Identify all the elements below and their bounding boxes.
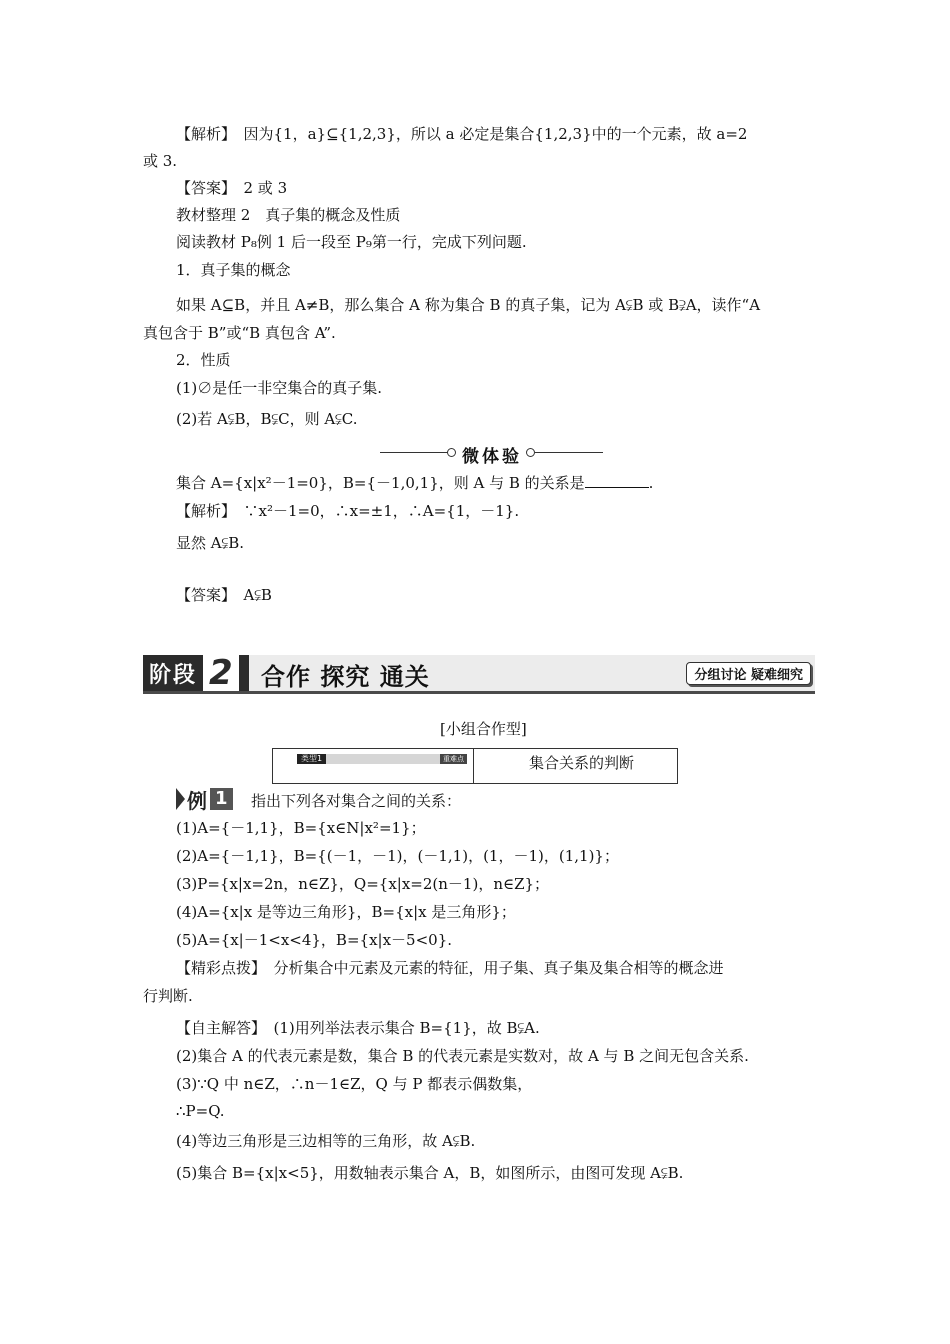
stage-label: 阶段 [149,662,198,688]
text-line [440,719,527,739]
example-badge [176,788,233,813]
text-line-content: 2．性质 [176,351,231,369]
text-line [176,958,724,978]
type-difficulty: 重难点 [440,754,467,764]
text-line-content: 【自主解答】 (1)用列举法表示集合 B={1}，故 B⫋A. [176,1019,540,1037]
text-line-content: 或 3. [143,152,178,170]
text-line [176,1163,683,1183]
text-line-content: 集合 A={x|x²－1=0}，B={－1,0,1}，则 A 与 B 的关系是 [176,474,585,492]
text-line [176,378,382,398]
text-line-content: 【解析】 因为{1，a}⊆{1,2,3}，所以 a 必定是集合{1,2,3}中的一个元素，故 a=2 [176,125,748,143]
type-tag: 类型1 [297,754,326,764]
answer-blank [585,473,649,488]
stage-badge [143,655,249,691]
text-line [176,930,452,950]
text-line-content: 1．真子集的概念 [176,261,291,279]
text-line-content: 【精彩点拨】 分析集合中元素及元素的特征，用子集、真子集及集合相等的概念进 [176,959,724,977]
type-title: 集合关系的判断 [529,754,635,772]
text-line-content: 【解析】 ∵x²－1=0，∴x=±1，∴A={1，－1}. [176,502,520,520]
text-line-content: [小组合作型] [440,720,527,738]
type-box-left [297,754,467,764]
stage-title: 合作 探究 通关 [261,663,430,691]
type-box [272,748,678,784]
text-line [176,1131,475,1151]
text-line [143,323,336,343]
text-line-content: (5)集合 B={x|x<5}，用数轴表示集合 A，B，如图所示，由图可发现 A⫋B. [176,1164,684,1182]
text-line [176,902,516,922]
deco-rule-left [380,452,448,453]
type-box-divider [473,749,474,783]
text-line [176,846,619,866]
example-word: 例 [187,788,207,813]
deco-dot-right [526,448,535,457]
text-line-content: ∴P=Q. [176,1102,225,1120]
period: . [648,474,654,492]
text-line [176,874,549,894]
stage-tag: 分组讨论 疑难细究 [686,662,811,685]
text-line [176,1101,225,1121]
text-line-content: (1)A={－1,1}，B={x∈N|x²=1}； [176,819,426,837]
text-line-content: 阅读教材 P₈例 1 后一段至 P₉第一行，完成下列问题. [176,233,527,251]
text-line-content: (2)A={－1,1}，B={(－1，－1)，(－1,1)，(1，－1)，(1,1)}； [176,847,619,865]
text-line [176,1074,532,1094]
text-line [176,473,653,493]
text-line-content: (4)等边三角形是三边相等的三角形，故 A⫋B. [176,1132,476,1150]
text-line-content: 显然 A⫋B. [176,534,244,552]
text-line-content: (5)A={x|－1<x<4}，B={x|x－5<0}. [176,931,453,949]
text-line [176,232,527,252]
text-line [143,986,193,1006]
text-line [251,791,461,811]
text-line [176,818,426,838]
stage-number: 2 [203,655,239,691]
text-line [176,1018,540,1038]
deco-dot-left [447,448,456,457]
text-line-content: (4)A={x|x 是等边三角形}，B={x|x 是三角形}； [176,903,516,921]
text-line [176,501,519,521]
text-line [176,205,400,225]
text-line [176,295,760,315]
text-line-content: (3)∵Q 中 n∈Z，∴n－1∈Z，Q 与 P 都表示偶数集， [176,1075,533,1093]
text-line-content: (3)P={x|x=2n，n∈Z}，Q={x|x=2(n－1)，n∈Z}； [176,875,550,893]
text-line [176,124,747,144]
text-line [143,151,177,171]
text-line [176,178,287,198]
example-number: 1 [210,788,233,810]
text-line-content: 【答案】 A⫋B [176,586,272,604]
micro-title: 微体验 [462,447,522,467]
text-line [176,1046,749,1066]
stage-heading [143,655,815,694]
text-line-content: 行判断. [143,987,193,1005]
example-arrow-icon [176,788,185,810]
text-line-content: 教材整理 2 真子集的概念及性质 [176,206,401,224]
text-line [176,260,291,280]
text-line-content: 如果 A⊆B，并且 A≠B，那么集合 A 称为集合 B 的真子集，记为 A⫋B 或 B⫌A，读作“A [176,296,761,314]
text-line [176,350,231,370]
text-line-content: 指出下列各对集合之间的关系： [251,792,462,810]
text-line-content: 【答案】 2 或 3 [176,179,288,197]
text-line [176,585,272,605]
text-line-content: (2)若 A⫋B，B⫋C，则 A⫋C. [176,410,358,428]
text-line [176,533,244,553]
deco-rule-right [535,452,603,453]
text-line-content: 真包含于 B”或“B 真包含 A”. [143,324,336,342]
text-line-content: (2)集合 A 的代表元素是数，集合 B 的代表元素是实数对，故 A 与 B 之间无包含关系. [176,1047,749,1065]
text-line [176,409,357,429]
text-line-content: (1)∅是任一非空集合的真子集. [176,379,383,397]
